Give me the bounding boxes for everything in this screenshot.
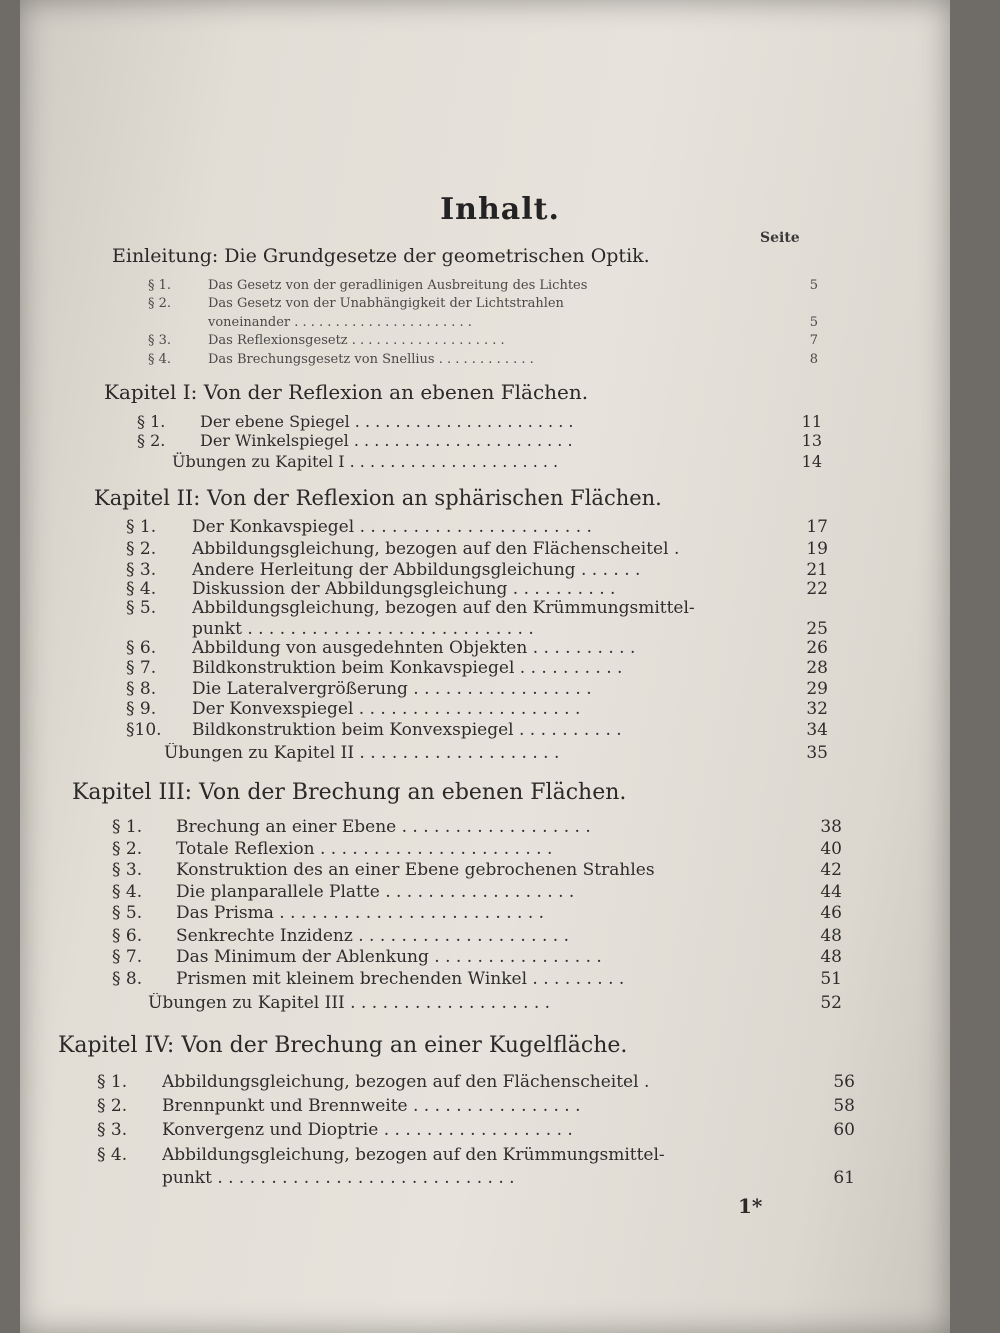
- section-number: § 4.: [112, 882, 143, 902]
- toc-entry: [126, 679, 828, 701]
- toc-entry: [97, 1168, 855, 1190]
- entry-title: Konstruktion des an einer Ebene gebrochenen Strahles: [176, 860, 655, 880]
- entry-title: Das Prisma . . . . . . . . . . . . . . . . . . . . . . . . .: [176, 903, 545, 923]
- section-number: § 7.: [126, 658, 157, 678]
- page-number: 29: [806, 679, 828, 699]
- page-number: 38: [820, 817, 842, 837]
- toc-entry: [148, 352, 818, 374]
- entry-title: Übungen zu Kapitel III . . . . . . . . . . . . . . . . . . .: [148, 993, 551, 1013]
- page-number: 32: [806, 699, 828, 719]
- section-number: § 1.: [97, 1072, 128, 1092]
- entry-title: Übungen zu Kapitel II . . . . . . . . . . . . . . . . . . .: [164, 743, 560, 763]
- toc-entry: [126, 658, 828, 680]
- section-number: §10.: [126, 720, 162, 740]
- entry-title: Das Gesetz von der Unabhängigkeit der Lichtstrahlen: [208, 296, 564, 311]
- entry-title: Konvergenz und Dioptrie . . . . . . . . . . . . . . . . . .: [162, 1120, 573, 1140]
- section-number: § 1.: [148, 278, 172, 293]
- page-number: 13: [801, 431, 822, 450]
- entry-title: Das Gesetz von der geradlinigen Ausbreitung des Lichtes: [208, 278, 588, 293]
- section-number: § 3.: [97, 1120, 128, 1140]
- page-number: 25: [806, 619, 828, 639]
- toc-entry: [137, 431, 822, 453]
- entry-title: voneinander . . . . . . . . . . . . . . . . . . . . . .: [208, 315, 472, 330]
- entry-title: Der Winkelspiegel . . . . . . . . . . . . . . . . . . . . . .: [200, 431, 573, 450]
- page-number: 5: [809, 278, 818, 293]
- toc-entry: [112, 947, 842, 969]
- page-number: 48: [820, 926, 842, 946]
- entry-title: Der Konvexspiegel . . . . . . . . . . . . . . . . . . . . .: [192, 699, 581, 719]
- toc-entry: [137, 452, 822, 474]
- page-number: 34: [806, 720, 828, 740]
- page-number: 46: [820, 903, 842, 923]
- entry-title: Abbildungsgleichung, bezogen auf den Flächenscheitel .: [192, 539, 680, 559]
- toc-entry: [112, 817, 842, 839]
- section-number: § 2.: [137, 431, 166, 450]
- section-number: § 3.: [148, 333, 172, 348]
- section-number: § 3.: [112, 860, 143, 880]
- section-number: § 9.: [126, 699, 157, 719]
- page-number: 42: [820, 860, 842, 880]
- page-number: 8: [809, 352, 818, 367]
- toc-entry: [126, 638, 828, 660]
- toc-entry: [112, 882, 842, 904]
- section-number: § 4.: [148, 352, 172, 367]
- toc-entry: [97, 1120, 855, 1142]
- page-number: 44: [820, 882, 842, 902]
- entry-title: Die Lateralvergrößerung . . . . . . . . . . . . . . . . .: [192, 679, 592, 699]
- section-number: § 6.: [112, 926, 143, 946]
- page-number: 17: [806, 517, 828, 537]
- page-title: Inhalt.: [440, 192, 560, 227]
- entry-title: Bildkonstruktion beim Konvexspiegel . . . . . . . . . .: [192, 720, 622, 740]
- page-number: 35: [806, 743, 828, 763]
- page-number: 61: [833, 1168, 855, 1188]
- section-number: § 4.: [126, 579, 157, 599]
- section-number: § 2.: [112, 839, 143, 859]
- entry-title: Abbildung von ausgedehnten Objekten . . . . . . . . . .: [192, 638, 636, 658]
- entry-title: punkt . . . . . . . . . . . . . . . . . . . . . . . . . . .: [192, 619, 534, 639]
- chapter-heading: Kapitel III: Von der Brechung an ebenen Flächen.: [72, 780, 627, 805]
- section-number: § 8.: [112, 969, 143, 989]
- chapter-heading: Kapitel IV: Von der Brechung an einer Kugelfläche.: [58, 1033, 628, 1058]
- page-number: 22: [806, 579, 828, 599]
- toc-entry: [97, 1096, 855, 1118]
- page-number: 48: [820, 947, 842, 967]
- toc-entry: [126, 598, 828, 620]
- page-number: 52: [820, 993, 842, 1013]
- entry-title: Senkrechte Inzidenz . . . . . . . . . . . . . . . . . . . .: [176, 926, 569, 946]
- page-number: 56: [833, 1072, 855, 1092]
- toc-entry: [112, 926, 842, 948]
- chapter-heading: Kapitel II: Von der Reflexion an sphärischen Flächen.: [94, 486, 662, 510]
- page-number: 21: [806, 560, 828, 580]
- entry-title: Der ebene Spiegel . . . . . . . . . . . . . . . . . . . . . .: [200, 412, 574, 431]
- entry-title: Die planparallele Platte . . . . . . . . . . . . . . . . . .: [176, 882, 575, 902]
- toc-entry: [126, 743, 828, 765]
- page-number: 60: [833, 1120, 855, 1140]
- entry-title: Abbildungsgleichung, bezogen auf den Krümmungsmittel-: [192, 598, 695, 618]
- entry-title: Bildkonstruktion beim Konkavspiegel . . . . . . . . . .: [192, 658, 623, 678]
- page-number: 28: [806, 658, 828, 678]
- section-number: § 2.: [126, 539, 157, 559]
- toc-entry: [112, 860, 842, 882]
- signature-mark: 1*: [738, 1194, 763, 1218]
- entry-title: Der Konkavspiegel . . . . . . . . . . . . . . . . . . . . . .: [192, 517, 592, 537]
- page-number: 14: [801, 452, 822, 471]
- page-number: 58: [833, 1096, 855, 1116]
- entry-title: Brennpunkt und Brennweite . . . . . . . . . . . . . . . .: [162, 1096, 581, 1116]
- toc-entry: [126, 517, 828, 539]
- entry-title: Diskussion der Abbildungsgleichung . . . . . . . . . .: [192, 579, 616, 599]
- toc-entry: [97, 1072, 855, 1094]
- section-number: § 7.: [112, 947, 143, 967]
- toc-entry: [112, 993, 842, 1015]
- entry-title: Abbildungsgleichung, bezogen auf den Flächenscheitel .: [162, 1072, 650, 1092]
- section-number: § 4.: [97, 1145, 128, 1165]
- page-number: 19: [806, 539, 828, 559]
- toc-entry: [126, 539, 828, 561]
- entry-title: punkt . . . . . . . . . . . . . . . . . . . . . . . . . . . .: [162, 1168, 515, 1188]
- chapter-heading: Kapitel I: Von der Reflexion an ebenen Flächen.: [104, 380, 589, 404]
- entry-title: Totale Reflexion . . . . . . . . . . . . . . . . . . . . . .: [176, 839, 553, 859]
- page-column-label: Seite: [760, 230, 800, 246]
- entry-title: Das Brechungsgesetz von Snellius . . . . . . . . . . . .: [208, 352, 534, 367]
- section-number: § 5.: [126, 598, 157, 618]
- entry-title: Andere Herleitung der Abbildungsgleichung . . . . . .: [192, 560, 641, 580]
- section-number: § 1.: [126, 517, 157, 537]
- page-number: 5: [809, 315, 818, 330]
- entry-title: Das Reflexionsgesetz . . . . . . . . . . . . . . . . . . .: [208, 333, 505, 348]
- page-number: 11: [801, 412, 822, 431]
- section-number: § 3.: [126, 560, 157, 580]
- entry-title: Prismen mit kleinem brechenden Winkel . . . . . . . . .: [176, 969, 625, 989]
- section-number: § 1.: [112, 817, 143, 837]
- entry-title: Abbildungsgleichung, bezogen auf den Krümmungsmittel-: [162, 1145, 665, 1165]
- entry-title: Übungen zu Kapitel I . . . . . . . . . . . . . . . . . . . . .: [172, 452, 559, 471]
- page-number: 40: [820, 839, 842, 859]
- entry-title: Brechung an einer Ebene . . . . . . . . . . . . . . . . . .: [176, 817, 591, 837]
- page-number: 7: [809, 333, 818, 348]
- chapter-heading: Einleitung: Die Grundgesetze der geometrischen Optik.: [112, 245, 650, 267]
- section-number: § 6.: [126, 638, 157, 658]
- toc-entry: [126, 720, 828, 742]
- section-number: § 8.: [126, 679, 157, 699]
- toc-entry: [112, 903, 842, 925]
- page-number: 51: [820, 969, 842, 989]
- toc-entry: [97, 1145, 855, 1167]
- toc-entry: [126, 699, 828, 721]
- section-number: § 2.: [97, 1096, 128, 1116]
- section-number: § 5.: [112, 903, 143, 923]
- toc-entry: [112, 969, 842, 991]
- toc-entry: [112, 839, 842, 861]
- entry-title: Das Minimum der Ablenkung . . . . . . . . . . . . . . . .: [176, 947, 602, 967]
- section-number: § 2.: [148, 296, 172, 311]
- page-number: 26: [806, 638, 828, 658]
- section-number: § 1.: [137, 412, 166, 431]
